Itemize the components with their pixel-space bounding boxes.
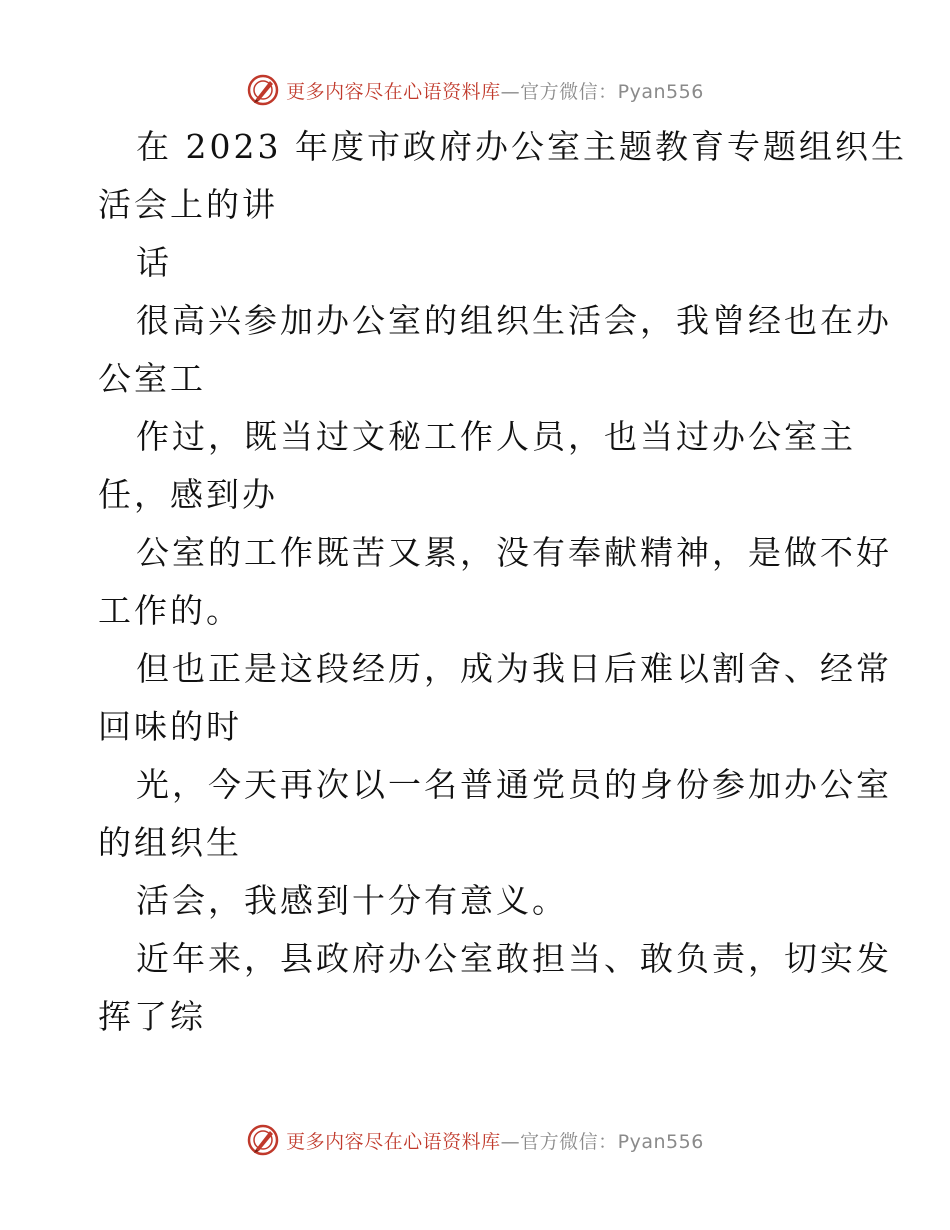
paragraph-line: 回味的时 (98, 707, 242, 746)
footer-watermark (0, 1120, 950, 1160)
paragraph-line: 活会，我感到十分有意义。 (136, 881, 568, 920)
paragraph-line: 但也正是这段经历，成为我日后难以割舍、经常 (136, 649, 892, 688)
title-line-3: 话 (136, 243, 172, 282)
document-body (98, 118, 907, 1046)
quill-pen-logo-icon (246, 73, 280, 107)
title-line-2: 活会上的讲 (98, 185, 278, 224)
watermark-wechat-text: —官方微信：Pyan556 (500, 1130, 704, 1153)
paragraph-line: 工作的。 (98, 591, 242, 630)
watermark-brand-text: 更多内容尽在心语资料库 (286, 80, 501, 103)
paragraph-line: 任，感到办 (98, 475, 278, 514)
paragraph-line: 公室工 (98, 359, 206, 398)
paragraph-line: 公室的工作既苦又累，没有奉献精神，是做不好 (136, 533, 892, 572)
paragraph-line: 近年来，县政府办公室敢担当、敢负责，切实发 (136, 939, 892, 978)
header-watermark (0, 70, 950, 110)
paragraph-line: 的组织生 (98, 823, 242, 862)
paragraph-line: 挥了综 (98, 997, 206, 1036)
title-line-1: 在 2023 年度市政府办公室主题教育专题组织生 (136, 127, 907, 166)
paragraph-line: 作过，既当过文秘工作人员，也当过办公室主 (136, 417, 856, 456)
watermark-wechat-text: —官方微信：Pyan556 (500, 80, 704, 103)
watermark-text (286, 1127, 704, 1154)
watermark-text (286, 77, 704, 104)
paragraph-line: 光，今天再次以一名普通党员的身份参加办公室 (136, 765, 892, 804)
watermark-brand-text: 更多内容尽在心语资料库 (286, 1130, 501, 1153)
paragraph-line: 很高兴参加办公室的组织生活会，我曾经也在办 (136, 301, 892, 340)
quill-pen-logo-icon (246, 1123, 280, 1157)
